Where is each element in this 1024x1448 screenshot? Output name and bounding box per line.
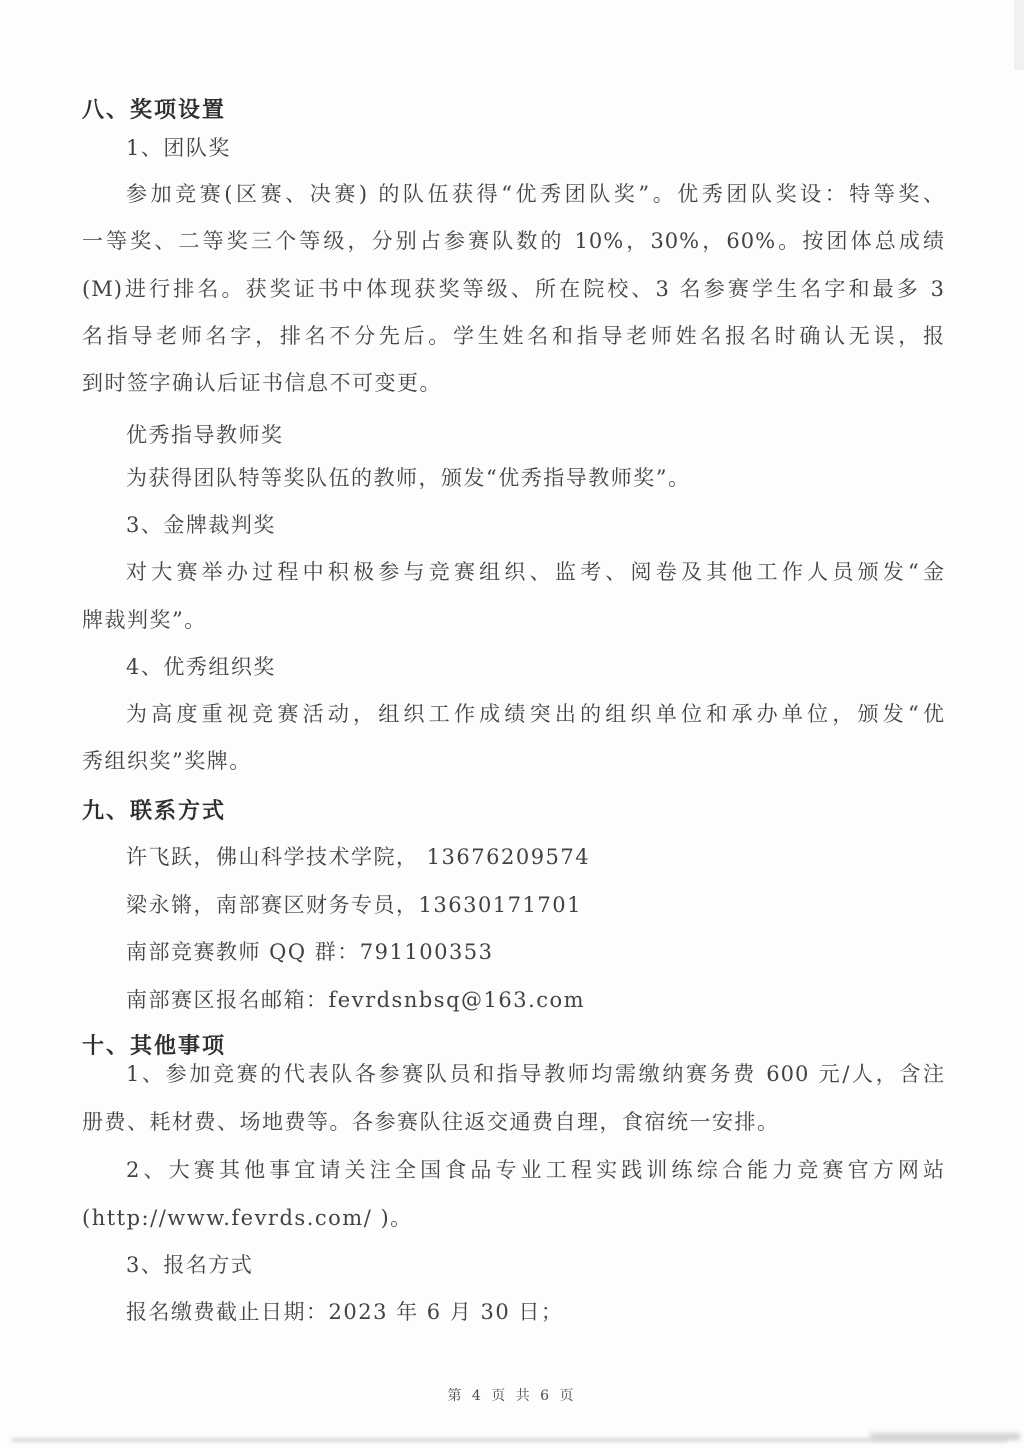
para-team-line-1: 参加竞赛(区赛、决赛) 的队伍获得“优秀团队奖”。优秀团队奖设：特等奖、 — [126, 182, 945, 206]
para-fee-line-2: 册费、耗材费、场地费等。各参赛队往返交通费自理，食宿统一安排。 — [82, 1110, 780, 1134]
para-instructor-line-1: 为获得团队特等奖队伍的教师，颁发“优秀指导教师奖”。 — [126, 466, 691, 490]
para-team-line-3: (M)进行排名。获奖证书中体现获奖等级、所在院校、3 名参赛学生名字和最多 3 — [82, 277, 945, 301]
heading-contact-section: 九、联系方式 — [82, 799, 227, 824]
para-judge-line-2: 牌裁判奖”。 — [82, 608, 207, 632]
item-team-award: 1、团队奖 — [126, 136, 231, 160]
contact-email: 南部赛区报名邮箱：fevrdsnbsq@163.com — [126, 988, 586, 1012]
heading-other-section: 十、其他事项 — [82, 1034, 227, 1059]
para-fee-line-1: 1、参加竞赛的代表队各参赛队员和指导教师均需缴纳赛务费 600 元/人，含注 — [126, 1062, 945, 1086]
para-team-line-4: 名指导老师名字，排名不分先后。学生姓名和指导老师姓名报名时确认无误，报 — [82, 324, 945, 348]
item-org-award: 4、优秀组织奖 — [126, 655, 276, 679]
para-judge-line-1: 对大赛举办过程中积极参与竞赛组织、监考、阅卷及其他工作人员颁发“金 — [126, 560, 945, 584]
para-org-line-2: 秀组织奖”奖牌。 — [82, 749, 252, 773]
para-team-line-5: 到时签字确认后证书信息不可变更。 — [82, 371, 442, 395]
contact-person-1: 许飞跃，佛山科学技术学院， 13676209574 — [126, 845, 591, 869]
scan-edge-shadow-bottom-right — [870, 1433, 1020, 1440]
contact-person-2: 梁永锵，南部赛区财务专员，13630171701 — [126, 893, 582, 917]
scan-edge-shadow-bottom — [12, 1438, 1008, 1442]
para-team-line-2: 一等奖、二等奖三个等级，分别占参赛队数的 10%，30%，60%。按团体总成绩 — [82, 229, 945, 253]
page-number-indicator: 第 4 页 共 6 页 — [447, 1388, 577, 1404]
para-website-line-1: 2、大赛其他事宜请关注全国食品专业工程实践训练综合能力竞赛官方网站 — [126, 1158, 945, 1182]
contact-qq-group: 南部竞赛教师 QQ 群：791100353 — [126, 940, 494, 964]
item-instructor-award: 优秀指导教师奖 — [126, 423, 284, 447]
item-registration-method: 3、报名方式 — [126, 1253, 254, 1277]
heading-awards-section: 八、奖项设置 — [82, 98, 227, 123]
scan-edge-mark-top-right — [1014, 0, 1024, 70]
para-deadline-line-1: 报名缴费截止日期：2023 年 6 月 30 日； — [126, 1300, 564, 1324]
item-judge-award: 3、金牌裁判奖 — [126, 513, 276, 537]
para-org-line-1: 为高度重视竞赛活动，组织工作成绩突出的组织单位和承办单位，颁发“优 — [126, 702, 945, 726]
para-website-line-2: (http://www.fevrds.com/ )。 — [82, 1206, 413, 1230]
